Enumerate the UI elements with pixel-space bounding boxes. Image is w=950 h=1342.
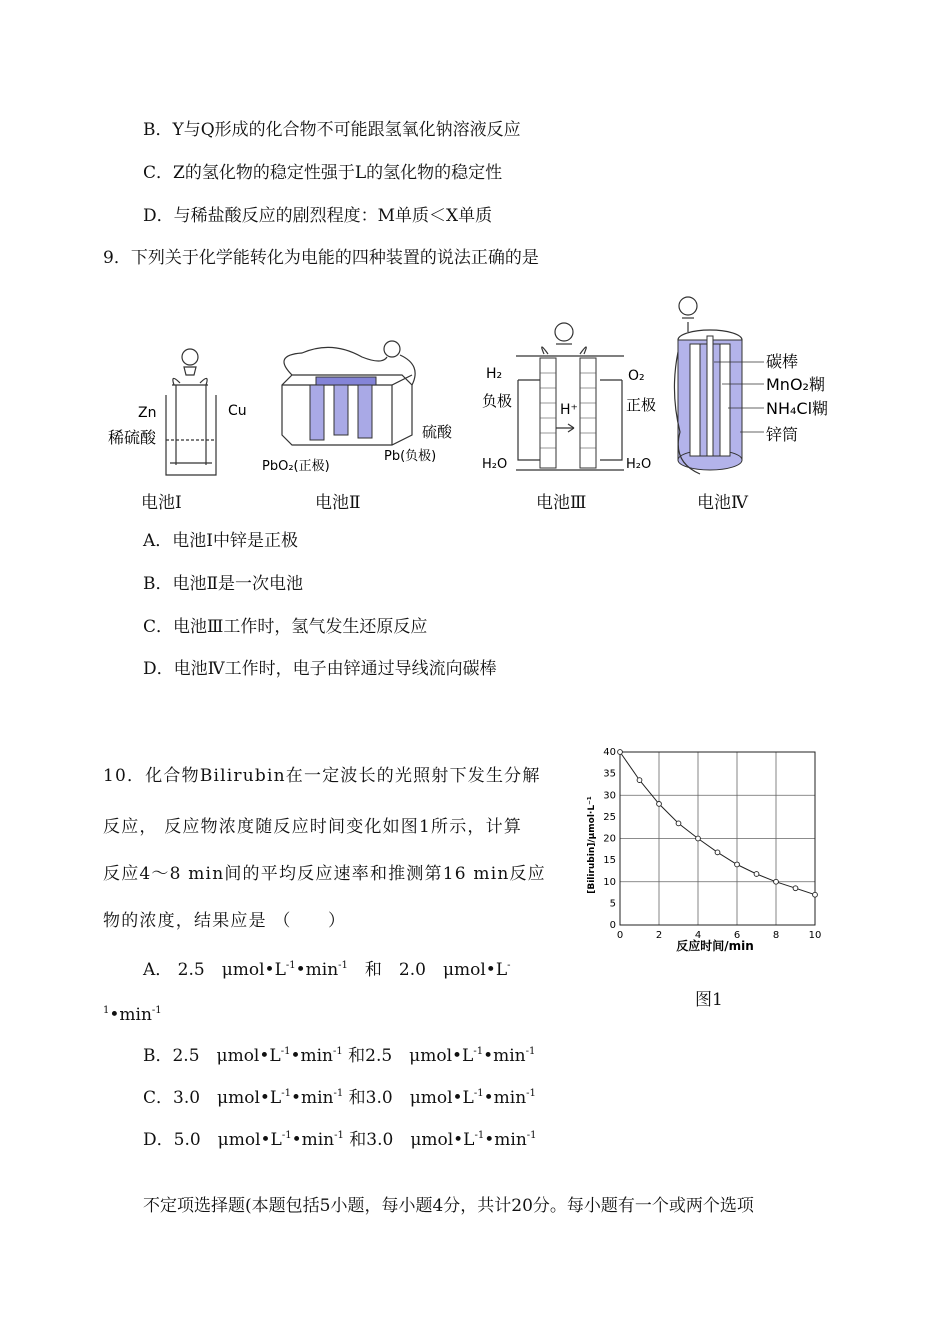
x-tick-label: 8 [772, 930, 780, 941]
zn-label: Zn [138, 405, 157, 421]
positive-electrode-label: 正极 [626, 396, 657, 414]
q9-option-c: C．电池Ⅲ工作时，氢气发生还原反应 [143, 617, 428, 637]
x-tick-label: 10 [808, 930, 822, 941]
q9-option-a: A．电池Ⅰ中锌是正极 [143, 531, 298, 551]
q9-option-b: B．电池Ⅱ是一次电池 [143, 574, 304, 594]
q10-stem-line-4: 物的浓度，结果应是 （ ） [103, 911, 347, 931]
data-point [774, 879, 779, 884]
carbon-rod-label: 碳棒 [766, 352, 799, 371]
data-point [696, 836, 701, 841]
battery-1-diagram [100, 345, 260, 480]
data-point [618, 750, 623, 755]
data-point [793, 886, 798, 891]
q10-stem-line-3: 反应4～8 min间的平均反应速率和推测第16 min反应 [103, 864, 546, 884]
battery-2-diagram [262, 335, 474, 480]
sulfuric-label: 硫酸 [422, 423, 453, 441]
nh4cl-paste-label: NH₄Cl糊 [766, 399, 829, 418]
negative-electrode-label: 负极 [482, 392, 513, 410]
q8-option-c: C．Z的氢化物的稳定性强于L的氢化物的稳定性 [143, 163, 503, 183]
q8-option-d: D．与稀盐酸反应的剧烈程度：M单质＜X单质 [143, 206, 493, 226]
battery-4-diagram [670, 292, 850, 484]
q10-option-c: C．3.0 $\mu mol•L^{-1}•\min^{-1}$ 和3.0 $\mu mol•L^{-1}•\min^{-1}$ [143, 1088, 536, 1108]
y-tick-label: 20 [603, 833, 616, 845]
battery-4-caption: 电池Ⅳ [697, 493, 748, 513]
q10-stem-line-1: 10．化合物Bilirubin在一定波长的光照射下发生分解 [103, 766, 541, 786]
data-point [754, 872, 759, 877]
q9-stem: 9．下列关于化学能转化为电能的四种装置的说法正确的是 [103, 248, 539, 268]
zinc-can-label: 锌筒 [766, 425, 799, 444]
q10-option-a-wrap: $^1•\min^{-1}$ [103, 1005, 162, 1025]
battery-3-diagram [478, 318, 668, 478]
pbo2-label: PbO₂(正极) [262, 459, 330, 474]
y-tick-label: 25 [603, 811, 616, 823]
o2-label: O₂ [628, 368, 645, 384]
q10-option-d: D．5.0 $\mu mol•L^{-1}•\min^{-1}$ 和3.0 $\mu mol•L^{-1}•\min^{-1}$ [143, 1130, 537, 1150]
battery-3-caption: 电池Ⅲ [536, 493, 587, 513]
data-point [637, 778, 642, 783]
data-point [715, 850, 720, 855]
x-tick-label: 6 [733, 930, 741, 941]
data-point [676, 821, 681, 826]
q10-option-b: B．2.5 $\mu mol•L^{-1}•\min^{-1}$ 和2.5 $\mu mol•L^{-1}•\min^{-1}$ [143, 1046, 536, 1066]
data-point [735, 862, 740, 867]
section-note: 不定项选择题(本题包括5小题，每小题4分，共计20分。每小题有一个或两个选项 [143, 1196, 754, 1216]
y-tick-label: 30 [603, 790, 616, 802]
y-tick-label: 10 [603, 876, 616, 888]
figure-1-chart [580, 740, 830, 960]
h2o-right-label: H₂O [626, 457, 652, 472]
y-tick-label: 40 [603, 747, 616, 758]
data-point [813, 892, 818, 897]
q10-option-a: A． 2.5 $\mu mol•L^{-1}•\min^{-1}$ 和 2.0 μmol•L- [143, 960, 511, 980]
h-plus-label: H⁺ [560, 402, 578, 418]
cu-label: Cu [228, 403, 247, 419]
h2o-left-label: H₂O [482, 457, 508, 472]
y-tick-label: 15 [603, 855, 616, 867]
q10-stem-line-2: 反应， 反应物浓度随反应时间变化如图1所示，计算 [103, 817, 523, 837]
pb-label: Pb(负极) [384, 449, 437, 464]
x-tick-label: 4 [694, 930, 702, 941]
concentration-curve [620, 752, 815, 895]
mno2-paste-label: MnO₂糊 [766, 375, 825, 394]
y-tick-label: 5 [609, 898, 616, 910]
y-axis-label: [Bilirubin]/μmol·L⁻¹ [587, 796, 597, 894]
battery-2-caption: 电池Ⅱ [315, 493, 361, 513]
x-tick-label: 2 [655, 930, 663, 941]
q9-option-d: D．电池Ⅳ工作时，电子由锌通过导线流向碳棒 [143, 659, 497, 679]
h2-label: H₂ [486, 366, 503, 382]
figure-1-caption: 图1 [695, 990, 723, 1010]
dilute-h2so4-label: 稀硫酸 [108, 428, 157, 447]
y-tick-label: 0 [609, 920, 616, 931]
data-point [657, 802, 662, 807]
y-tick-label: 35 [603, 768, 616, 780]
x-tick-label: 0 [616, 930, 624, 941]
battery-1-caption: 电池Ⅰ [141, 493, 182, 513]
q8-option-b: B．Y与Q形成的化合物不可能跟氢氧化钠溶液反应 [143, 120, 521, 140]
x-axis-label: 反应时间/min [676, 939, 754, 953]
